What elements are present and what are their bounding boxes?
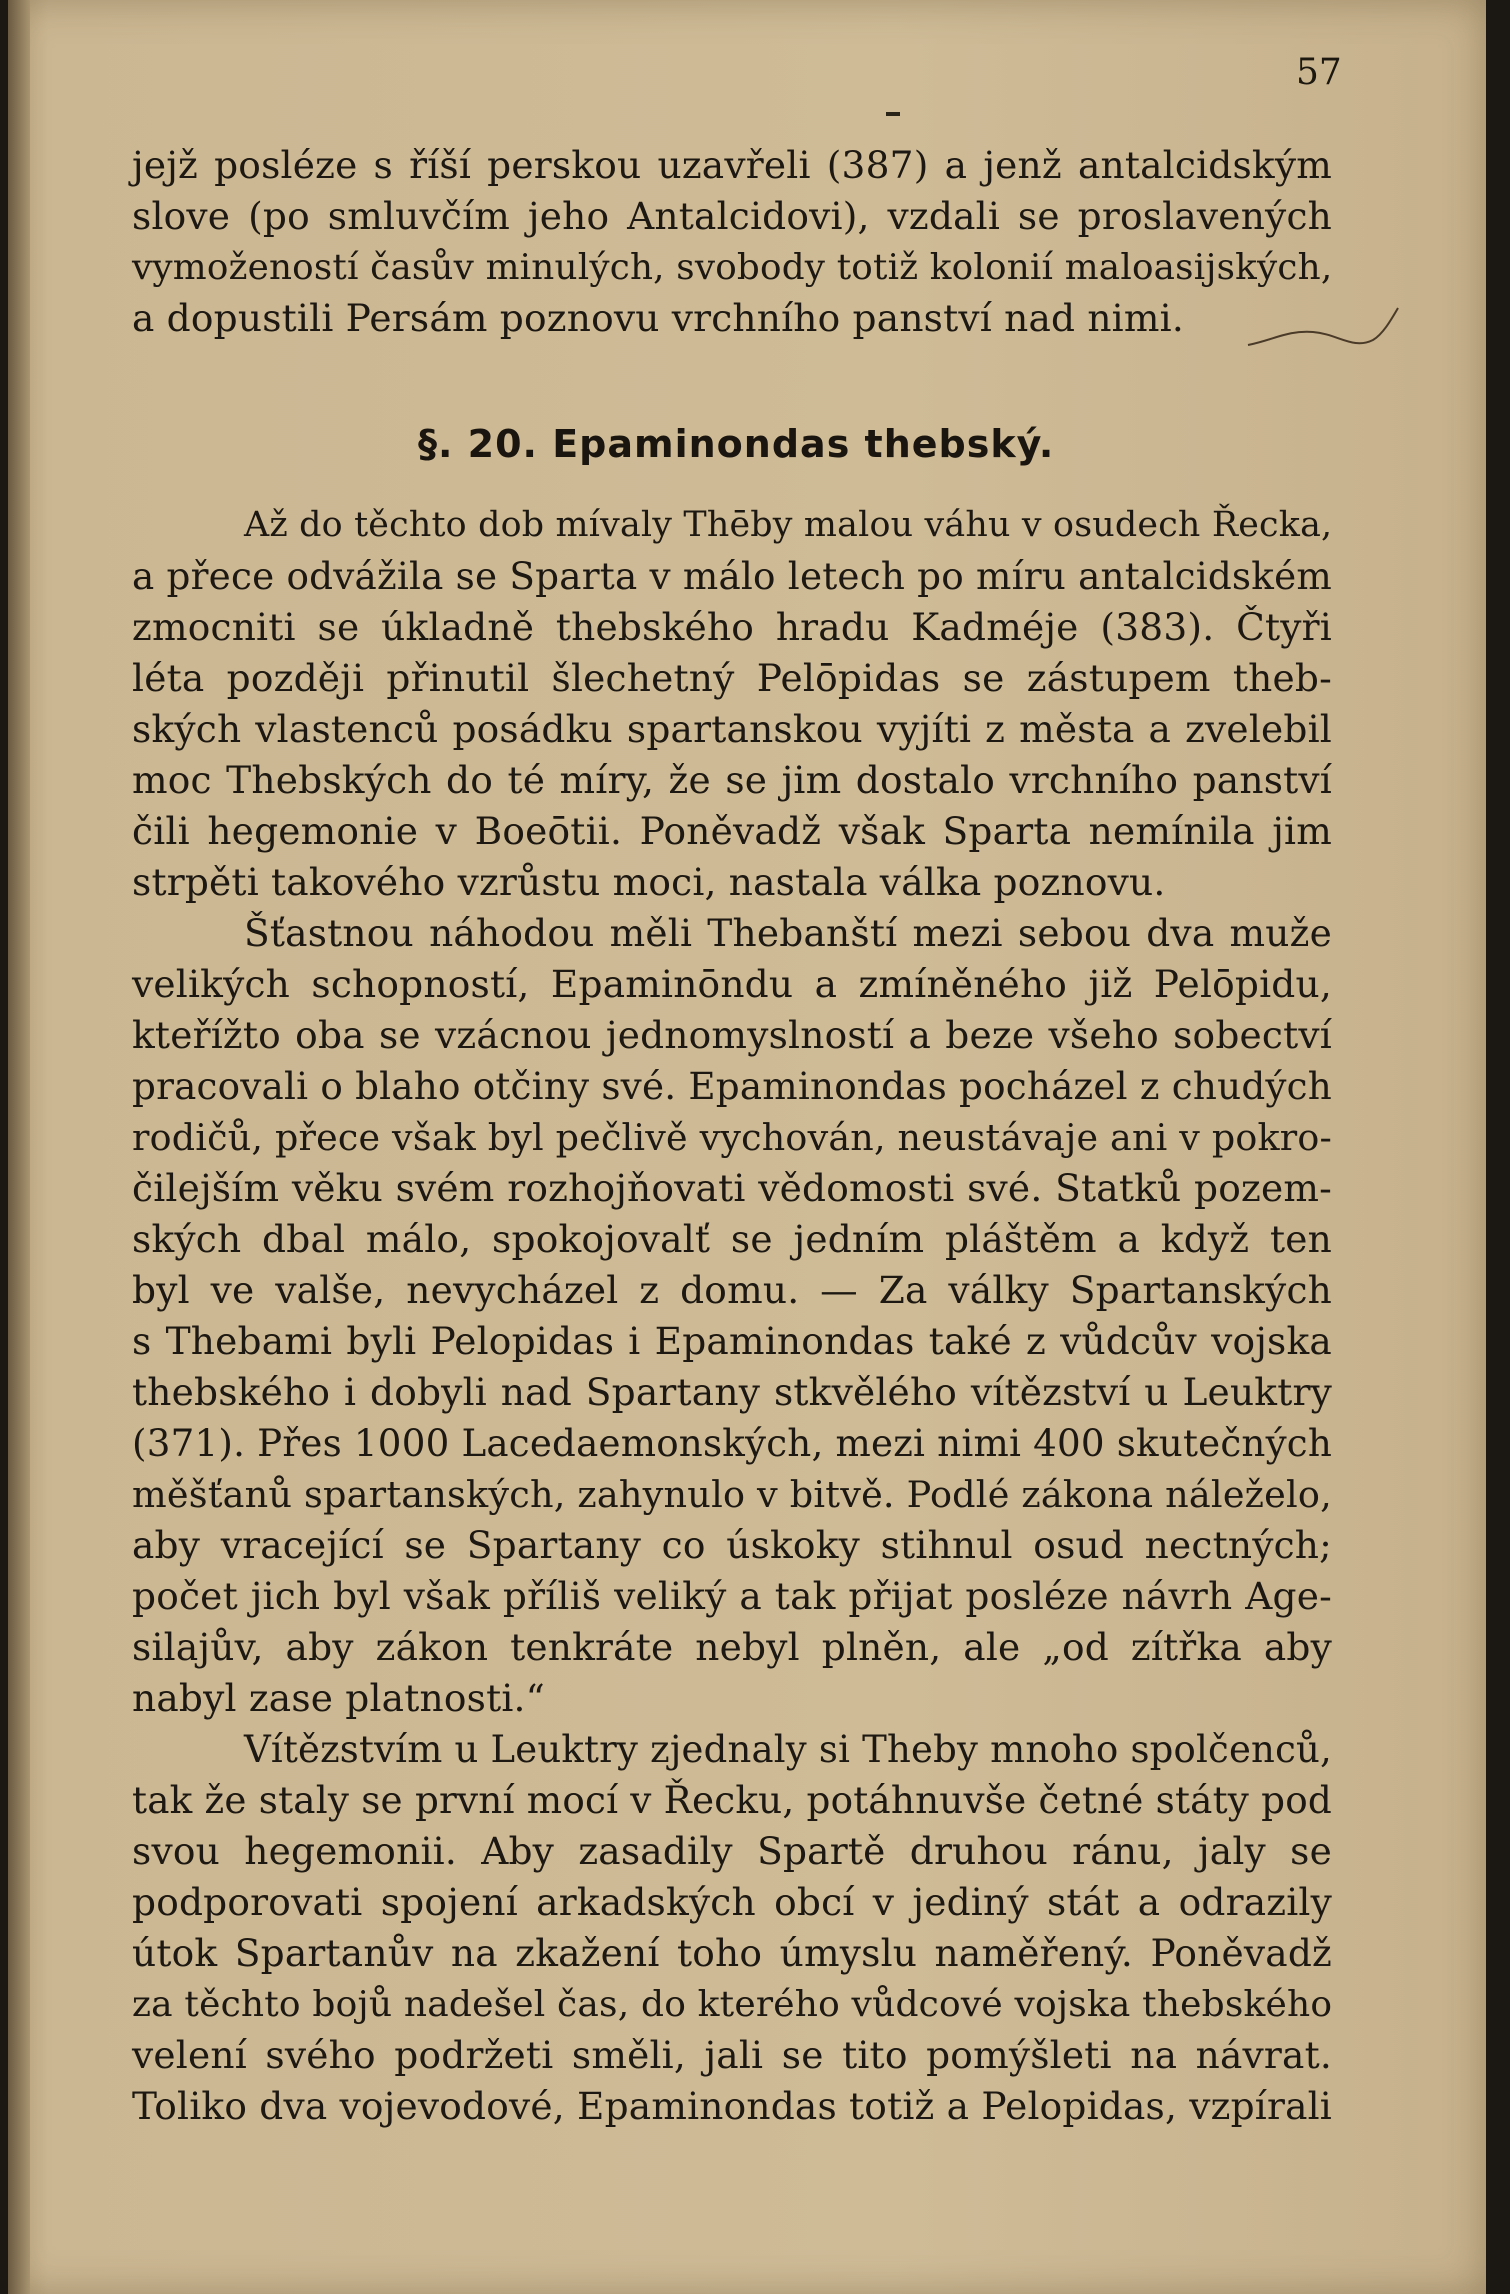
text-line: Toliko dva vojevodové, Epaminondas totiž a Pelopidas, vzpírali — [132, 2084, 1332, 2128]
text-line: (371). Přes 1000 Lacedaemonských, mezi nimi 400 skutečných — [132, 1421, 1333, 1465]
text-line: ských vlastenců posádku spartanskou vyjíti z města a zvelebil — [132, 707, 1332, 751]
text-line: čili hegemonie v Boeōtii. Poněvadž však Sparta nemínila jim — [132, 809, 1332, 853]
page-number: 57 — [1296, 52, 1342, 93]
section-heading: §. 20. Epaminondas thebský. — [418, 422, 1055, 466]
text-line: podporovati spojení arkadských obcí v jediný stát a odrazily — [132, 1880, 1332, 1924]
text-line: nabyl zase platnosti.“ — [132, 1676, 546, 1720]
text-line: měšťanů spartanských, zahynulo v bitvě. Podlé zákona náleželo, — [132, 1473, 1332, 1516]
text-line: Vítězstvím u Leuktry zjednaly si Theby mnoho spolčenců, — [244, 1728, 1332, 1771]
text-line: zmocniti se úkladně thebského hradu Kadméje (383). Čtyři — [132, 605, 1332, 649]
intro-text — [132, 140, 1332, 344]
text-line: strpěti takového vzrůstu moci, nastala válka poznovu. — [132, 860, 1166, 904]
text-line: thebského i dobyli nad Spartany stkvělého vítězství u Leuktry — [132, 1370, 1332, 1414]
text-line: vymožeností časův minulých, svobody totiž kolonií maloasijských, — [132, 247, 1333, 288]
printer-mark — [886, 112, 900, 116]
text-line: útok Spartanův na zkažení toho úmyslu naměřený. Poněvadž — [132, 1931, 1332, 1975]
text-line: čilejším věku svém rozhojňovati vědomosti své. Statků pozem- — [132, 1166, 1332, 1210]
text-line: byl ve valše, nevycházel z domu. — Za války Spartanských — [132, 1268, 1332, 1312]
book-page — [8, 0, 1486, 2294]
text-line: kteřížto oba se vzácnou jednomyslností a beze všeho sobectví — [132, 1013, 1332, 1057]
text-line: velení svého podržeti směli, jali se tito pomýšleti na návrat. — [132, 2033, 1332, 2077]
text-line: velikých schopností, Epaminōndu a zmíněného již Pelōpidu, — [132, 962, 1332, 1006]
body-text — [132, 500, 1332, 2132]
text-line: a přece odvážila se Sparta v málo letech po míru antalcidském — [132, 554, 1332, 598]
text-line: a dopustili Persám poznovu vrchního panství nad nimi. — [132, 296, 1184, 340]
text-line: aby vracející se Spartany co úskoky stihnul osud nectných; — [132, 1523, 1332, 1567]
text-line: slove (po smluvčím jeho Antalcidovi), vzdali se proslavených — [132, 194, 1332, 238]
text-line: pracovali o blaho otčiny své. Epaminondas pocházel z chudých — [132, 1064, 1332, 1108]
text-line: ských dbal málo, spokojovalť se jedním pláštěm a když ten — [132, 1217, 1332, 1261]
text-line: silajův, aby zákon tenkráte nebyl plněn, ale „od zítřka aby — [132, 1625, 1332, 1669]
text-line: Až do těchto dob mívaly Thēby malou váhu v osudech Řecka, — [244, 505, 1333, 545]
text-line: s Thebami byli Pelopidas i Epaminondas také z vůdcův vojska — [132, 1319, 1332, 1363]
text-line: moc Thebských do té míry, že se jim dostalo vrchního panství — [132, 758, 1332, 802]
text-line: počet jich byl však příliš veliký a tak přijat posléze návrh Age- — [132, 1574, 1332, 1618]
text-line: jejž posléze s říší perskou uzavřeli (387) a jenž antalcidským — [132, 143, 1332, 187]
book-spine — [8, 0, 30, 2294]
text-line: léta později přinutil šlechetný Pelōpidas se zástupem theb- — [132, 656, 1332, 700]
text-line: Šťastnou náhodou měli Thebanští mezi sebou dva muže — [244, 911, 1332, 955]
text-line: svou hegemonii. Aby zasadily Spartě druhou ránu, jaly se — [132, 1829, 1332, 1873]
text-line: rodičů, přece však byl pečlivě vychován, neustávaje ani v pokro- — [132, 1116, 1333, 1159]
text-line: za těchto bojů nadešel čas, do kterého vůdcové vojska thebského — [132, 1984, 1333, 2025]
text-line: tak že staly se první mocí v Řecku, potáhnuvše četné státy pod — [132, 1778, 1332, 1822]
